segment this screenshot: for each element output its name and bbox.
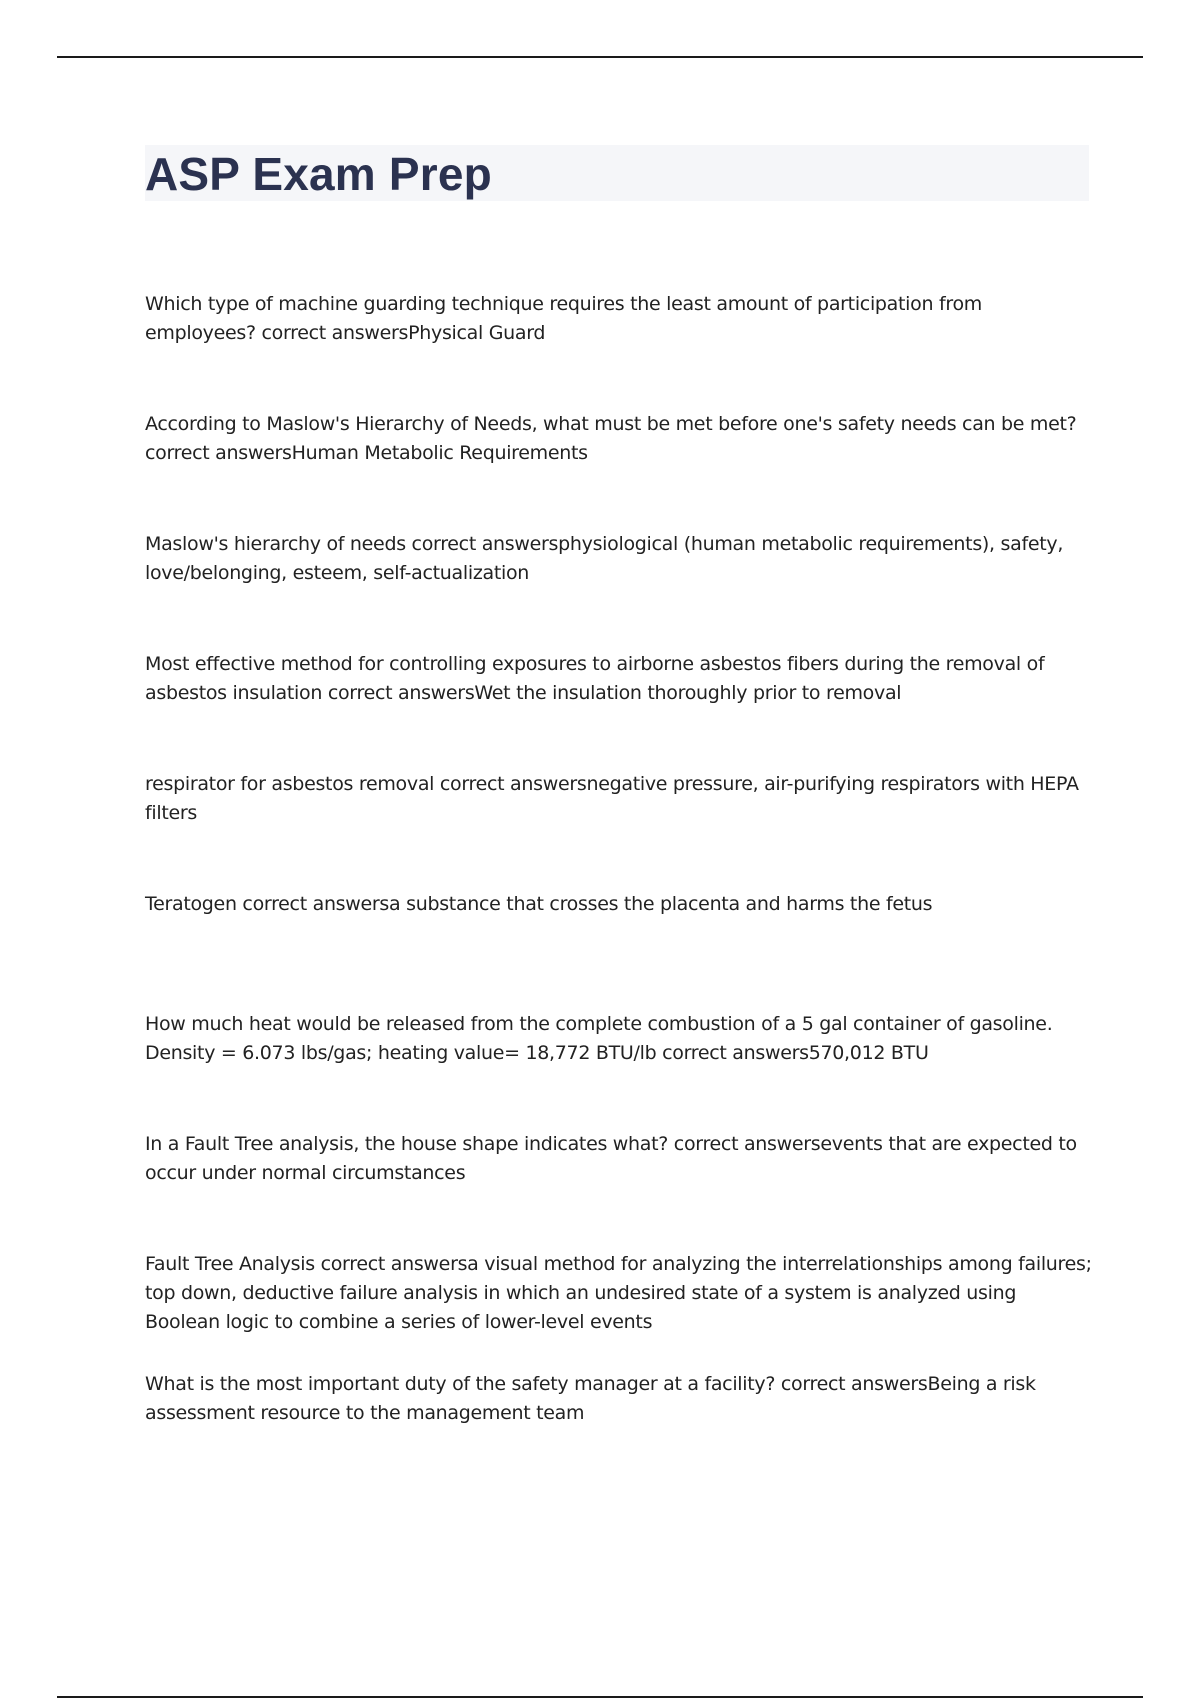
qa-entry: In a Fault Tree analysis, the house shape indicates what? correct answersevents that are expected to occur under normal circumstances: [145, 1133, 1077, 1184]
qa-entry: Fault Tree Analysis correct answersa visual method for analyzing the interrelationships among failures; top down, deductive failure analysis in which an undesired state of a system is analyzed using Boolean logic to combine a series of lower-level events: [145, 1253, 1092, 1333]
qa-entry: According to Maslow's Hierarchy of Needs, what must be met before one's safety needs can be met? correct answersHuman Metabolic Requirements: [145, 413, 1077, 464]
qa-entry: Teratogen correct answersa substance that crosses the placenta and harms the fetus: [145, 893, 933, 915]
page-title: ASP Exam Prep: [145, 148, 492, 200]
bottom-divider: [57, 1696, 1143, 1698]
qa-entry: What is the most important duty of the safety manager at a facility? correct answersBeing a risk assessment resource to the management team: [145, 1373, 1036, 1424]
qa-entry: respirator for asbestos removal correct answersnegative pressure, air-purifying respirators with HEPA filters: [145, 773, 1079, 824]
top-divider: [57, 56, 1143, 58]
qa-entry: How much heat would be released from the complete combustion of a 5 gal container of gasoline. Density = 6.073 lbs/gas; heating value= 18,772 BTU/lb correct answers570,012 BTU: [145, 1013, 1053, 1064]
qa-list: [145, 290, 1095, 1490]
qa-entry: Maslow's hierarchy of needs correct answersphysiological (human metabolic requirements), safety, love/belonging, esteem, self-actualization: [145, 533, 1064, 584]
qa-entry: Most effective method for controlling exposures to airborne asbestos fibers during the removal of asbestos insulation correct answersWet the insulation thoroughly prior to removal: [145, 653, 1045, 704]
qa-entry: Which type of machine guarding technique requires the least amount of participation from employees? correct answersPhysical Guard: [145, 293, 982, 344]
